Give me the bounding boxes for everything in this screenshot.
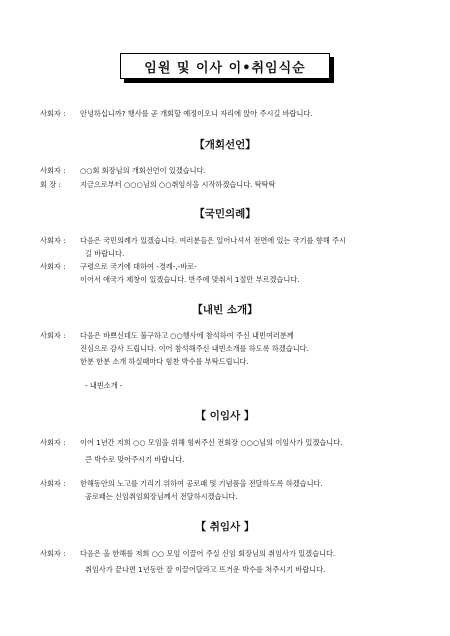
line-text: 공로패는 신임취임회장님께서 전달하시겠습니다. xyxy=(85,492,238,501)
line-text: 지금으로부터 ○○○님의 ○○취임식을 시작하겠습니다. 탁탁탁 xyxy=(80,180,276,189)
section-heading-national-ceremony: 【국민의례】 xyxy=(194,208,256,220)
line-text: 구령으로 국기에 대하여 -경례-,-바로- xyxy=(80,262,197,271)
line-text: 다음은 바쁘신데도 불구하고 ○○행사에 참석하여 주신 내빈여러분께 xyxy=(80,331,294,340)
line-text: 한분 한분 소개 하실때마다 힘찬 박수를 부탁드립니다. xyxy=(80,357,249,366)
line-text: 이어서 애국가 제창이 있겠습니다. 반주에 맞춰서 1절만 부르겠습니다. xyxy=(80,275,300,284)
speaker-label: 사회자 : xyxy=(40,549,66,558)
line-text: ○○회 회장님의 개회선언이 있겠습니다. xyxy=(80,166,206,175)
line-text: 다음은 올 한해를 저희 ○○ 모임 이끌어 주실 신임 회장님의 취임사가 있겠습니다. xyxy=(80,549,336,558)
speaker-label: 사회자 : xyxy=(40,479,66,488)
section-heading-farewell-speech: 【 이임사 】 xyxy=(195,410,255,422)
section-heading-inaugural-speech: 【 취임사 】 xyxy=(195,521,255,533)
line-text: 다음은 국민의례가 있겠습니다. 여러분들은 일어나셔서 전면에 있는 국기를 향해 주시 xyxy=(80,236,346,245)
speaker-label: 사회자 : xyxy=(40,166,66,175)
title-banner xyxy=(120,53,330,79)
line-text: 취임사가 끝나면 1년동안 잘 이끌어달라고 뜨거운 박수를 쳐주시기 바랍니다. xyxy=(85,565,326,574)
line-text: 길 바랍니다. xyxy=(85,249,125,258)
page-title: 임원 및 이사 이•취임식순 xyxy=(120,53,330,79)
speaker-label: 사회자 : xyxy=(40,331,66,340)
line-text: - 내빈소개 - xyxy=(85,381,123,390)
section-heading-guest-intro: 【내빈 소개】 xyxy=(192,304,258,316)
line-text: 안녕하십니까? 행사를 곧 개회할 예정이오니 자리에 앉아 주시길 바랍니다. xyxy=(80,109,313,118)
speaker-label: 사회자 : xyxy=(40,109,66,118)
section-heading-opening: 【개회선언】 xyxy=(194,139,256,151)
line-text: 진심으로 감사 드립니다. 이어 참석해주신 내빈소개를 하도록 하겠습니다. xyxy=(80,344,309,353)
speaker-label: 사회자 : xyxy=(40,236,66,245)
speaker-label: 사회자 : xyxy=(40,262,66,271)
line-text: 큰 박수로 맞아주시기 바랍니다. xyxy=(85,455,185,464)
speaker-label: 사회자 : xyxy=(40,438,66,447)
line-text: 한해동안의 노고를 기리기 위하여 공로패 및 기념품을 전달하도록 하겠습니다. xyxy=(80,479,323,488)
line-text: 이어 1년간 저희 ○○ 모임을 위해 힘써주신 전회장 ○○○님의 이임사가 있겠습니다. xyxy=(80,438,343,447)
speaker-label: 회 장 : xyxy=(40,180,61,189)
